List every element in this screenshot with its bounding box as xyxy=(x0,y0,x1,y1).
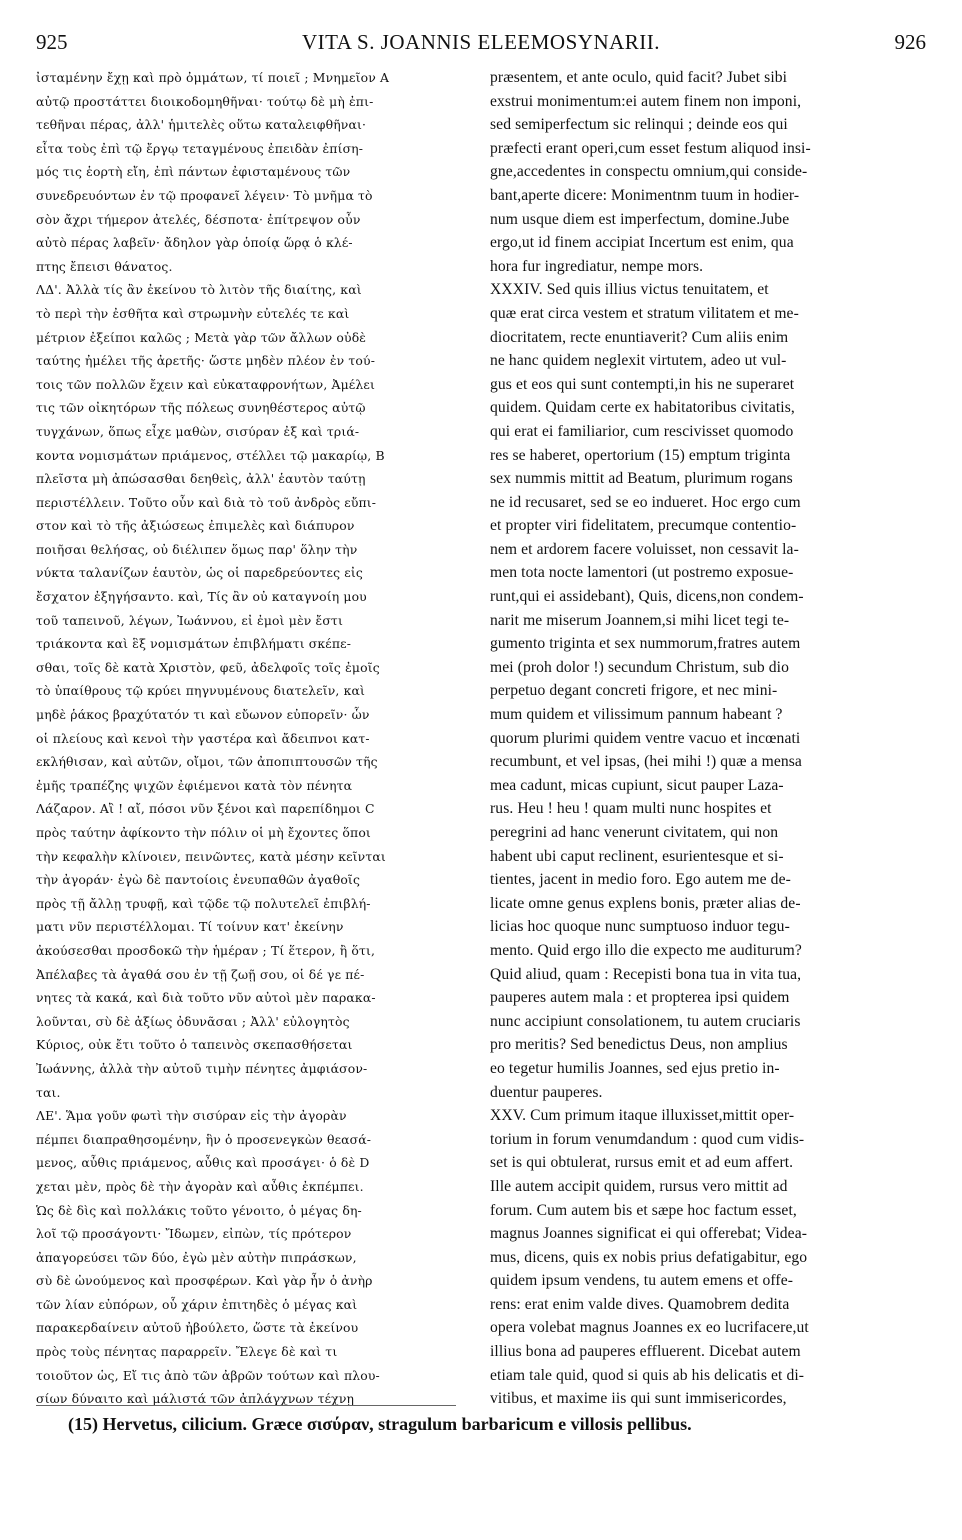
greek-text-line: εκλήθισαν, καὶ αὐτῶν, οἴμοι, τῶν ἀποπιπτουσῶν τῆς xyxy=(36,754,378,770)
latin-text-line: XXXIV. Sed quis illius victus tenuitatem, et xyxy=(490,281,769,299)
latin-text-line: quæ erat circa vestem et stratum vilitatem et me- xyxy=(490,304,799,322)
greek-text-line: συνεδρευόντων ἐν τῷ προφανεῖ λέγειν· Τὸ μνῆμα τὸ xyxy=(36,187,373,203)
greek-text-line: λοῖ τῷ προσάγοντι· Ἴδωμεν, εἰπὼν, τίς πρότερον xyxy=(36,1226,352,1242)
latin-text-line: Quid aliud, quam : Recepisti bona tua in vita tua, xyxy=(490,965,802,983)
latin-text-line: mento. Quid ergo illo die expecto me auditurum? xyxy=(490,941,802,959)
greek-text-line: πέμπει διαπραθησομένην, ἣν ὁ προσενεγκὼν θεασά- xyxy=(36,1131,372,1147)
greek-text-line: μέτριον ἐξείποι καλῶς ; Μετὰ γὰρ τῶν ἄλλων οὐδὲ xyxy=(36,329,367,345)
latin-text-line: peregrini ad hanc venerunt civitatem, qui non xyxy=(490,824,779,841)
latin-text-line: num usque diem est imperfectum, domine.Jube xyxy=(490,210,790,228)
greek-text-line: νύκτα ταλανίζων ἑαυτὸν, ὡς οἱ παρεδρεύοντες εἰς xyxy=(36,565,363,581)
latin-text-line: mei (proh dolor !) secundum Christum, sub dio xyxy=(490,658,790,676)
latin-text-line: quorum plurimi quidem ventre vacuo et incœnati xyxy=(490,729,801,747)
greek-text-line: παρακερδαίνειν αὐτοῦ ἠβούλετο, ὥστε τὰ ἐκείνου xyxy=(36,1320,359,1336)
greek-text-line: ποιῆσαι θελήσας, οὐ διέλιπεν ὅμως παρ' ὅλην τὴν xyxy=(36,541,358,557)
latin-text-line: præfecti erant operi,cum esset festum aliquod insi- xyxy=(490,139,811,157)
greek-text-line: τεθῆναι πέρας, ἀλλ' ἡμιτελὲς οὕτω καταλειφθῆναι· xyxy=(36,117,367,133)
greek-text-line: νητες τὰ κακά, καὶ διὰ τοῦτο νῦν αὐτοὶ μὲν παρακα- xyxy=(36,990,376,1006)
greek-text-line: τοις τῶν πολλῶν ἔχειν καὶ εὐκαταφρονήτων, Ἀμέλει xyxy=(36,376,375,392)
latin-text-line: torium in forum venumdandum : quod cum vidis- xyxy=(490,1130,805,1148)
greek-text-line: ΛΕ'. Ἅμα γοῦν φωτὶ τὴν σισύραν εἰς τὴν ἀγορὰν xyxy=(36,1108,347,1124)
greek-text-line: ματι νῦν περιστέλλομαι. Τί τοίνυν κατ' ἐκείνην xyxy=(36,919,344,935)
latin-text-line: et propter viri fidelitatem, precumque contentio- xyxy=(490,517,797,535)
latin-text-line: runt,qui ei assidebant), Quis, dicens,non condem- xyxy=(490,588,804,606)
latin-text-line: recumbunt, et vel ipsas, (hei mihi !) quæ a mensa xyxy=(490,753,802,771)
latin-text-line: res se haberet, opertorium (15) emptum triginta xyxy=(490,446,791,464)
greek-text-line: πρὸς ταύτην ἀφίκοντο τὴν πόλιν οἱ μὴ ἔχοντες ὅποι xyxy=(36,825,371,840)
latin-text-line: XXV. Cum primum itaque illuxisset,mittit oper- xyxy=(490,1107,795,1125)
latin-text-line: licate omne genus explens bonis, præter alias de- xyxy=(490,894,801,912)
latin-text-line: gumento triginta et sex nummorum,fratres autem xyxy=(490,635,801,653)
page-number-left: 925 xyxy=(36,30,68,54)
greek-text-line: τὴν ἀγοράν· ἐγὼ δὲ παντοίοις ἐνευπαθῶν ἀγαθοῖς xyxy=(36,872,361,888)
latin-text-line: ne id recusaret, sed se eo indueret. Hoc ergo cum xyxy=(490,493,801,511)
latin-text-line: mea cadunt, micas cupiunt, sicut pauper Laza- xyxy=(490,776,784,794)
greek-text-line: τῶν λίαν εὐπόρων, οὗ χάριν ἐπιτηδὲς ὁ μέγας καὶ xyxy=(36,1296,358,1312)
latin-text-line: gne,accedentes in conspectu omnium,qui conside- xyxy=(490,163,808,181)
latin-text-line: mus, dicens, quis ex nobis prius defatigabitur, ego xyxy=(490,1248,808,1266)
greek-text-line: ται. xyxy=(36,1084,61,1100)
greek-text-line: πτης ἔπεισι θάνατος. xyxy=(36,258,173,274)
greek-text-line: τὸ ὑπαίθρους τῷ κρύει πηγνυμένους διατελεῖν, καὶ xyxy=(36,683,366,699)
greek-text-line: ἐμῆς τραπέζης ψιχῶν ἐφιέμενοι κατὰ τὸν πένητα xyxy=(36,777,353,793)
latin-text-line: etiam tale quid, quod si quis ab his delicatis et di- xyxy=(490,1366,805,1384)
greek-text-line: ΛΔ'. Ἀλλὰ τίς ἂν ἐκείνου τὸ λιτὸν τῆς διαίτης, καὶ xyxy=(36,282,362,298)
greek-text-line: σθαι, τοῖς δὲ κατὰ Χριστὸν, φεῦ, ἀδελφοῖς τοῖς ἐμοῖς xyxy=(36,659,380,675)
latin-text-line: ne hanc quidem neglexit virtutem, adeo ut vul- xyxy=(490,352,787,370)
latin-text-line: nem et ardorem facere voluisset, non cessavit la- xyxy=(490,540,799,558)
greek-text-line: σὸν ἄχρι τήμερον ἀτελές, δέσποτα· ἐπίτρεψον οὖν xyxy=(36,211,361,227)
latin-text-line: bant,aperte dicere: Monimentnm tuum in hodier- xyxy=(490,186,800,204)
greek-text-line: πρὸς τῇ ἄλλῃ τρυφῇ, καὶ τῷδε τῷ πολυτελεῖ ἐπιβλή- xyxy=(36,895,371,911)
page-header xyxy=(36,30,926,60)
greek-text-line: μός τις ἑορτὴ εἴη, ἐπὶ πάντων ἐφισταμένους τῶν xyxy=(36,164,351,180)
greek-text-line: Ἰωάννης, ἀλλὰ τὴν αὐτοῦ τιμὴν πένητες ἀμφιάσον- xyxy=(36,1060,368,1076)
latin-text-line: set is qui obtulerat, rursus emit et ad eum affert. xyxy=(490,1154,794,1172)
page-number-right: 926 xyxy=(894,30,926,54)
greek-text-line: εἶτα τοὺς ἐπὶ τῷ ἔργῳ τεταγμένους ἐπειδὰν ἐπίση- xyxy=(36,140,364,156)
latin-text-line: ergo,ut id finem accipiat Incertum est enim, qua xyxy=(490,234,794,252)
footnote: (15) Hervetus, cilicium. Græce σισύραν, stragulum barbaricum e villosis pellibus. xyxy=(68,1414,692,1434)
greek-text-line: ἰσταμένην ἔχῃ καὶ πρὸ ὀμμάτων, τί ποιεῖ ; Μνημεῖον A xyxy=(36,70,390,85)
latin-text-line: sex nummis mittit ad Beatum, plurimum rogans xyxy=(490,470,793,488)
greek-text-line: τοιοῦτον ὡς, Εἴ τις ἀπὸ τῶν ἀβρῶν τούτων καὶ πλου- xyxy=(36,1367,380,1383)
footnote-rule xyxy=(36,1405,456,1406)
greek-text-line: οἱ πλείους καὶ κενοὶ τὴν γαστέρα καὶ ἄδειπνοι κατ- xyxy=(36,730,370,746)
greek-text-line: Κύριος, οὐκ ἔτι τοῦτο ὁ ταπεινὸς σκεπασθήσεται xyxy=(36,1037,353,1053)
greek-text-line: τριάκοντα καὶ ἓξ νομισμάτων ἐπιβλήματι σκέπε- xyxy=(36,636,352,652)
latin-text-line: habent ubi caput reclinent, esurientesque et si- xyxy=(490,847,784,865)
greek-text-line: Ὡς δὲ δὶς καὶ πολλάκις τοῦτο γένοιτο, ὁ μέγας δη- xyxy=(36,1202,362,1218)
latin-text-line: quidem ipsum vendens, tu autem emens et offe- xyxy=(490,1272,794,1290)
latin-text-line: vitibus, et maxime iis qui sunt immisericordes, xyxy=(490,1390,787,1408)
greek-text-line: μηδὲ ῥάκος βραχύτατόν τι καὶ εὔωνον εὐπορεῖν· ὧν xyxy=(36,707,370,723)
latin-text-line: rus. Heu ! heu ! quam multi nunc hospites et xyxy=(490,800,772,818)
greek-text-line: λοῦνται, σὺ δὲ ἀξίως ὀδυνᾶσαι ; Ἀλλ' εὐλογητὸς xyxy=(36,1013,350,1029)
greek-text-line: τις τῶν οἰκητόρων τῆς πόλεως συνηθέστερος αὐτῷ xyxy=(36,400,366,416)
latin-text-line: magnus Joannes significat ei qui offerebat; Videa- xyxy=(490,1225,808,1243)
greek-text-line: Ἀπέλαβες τὰ ἀγαθά σου ἐν τῇ ζωῇ σου, οἱ δέ γε πέ- xyxy=(36,966,365,982)
greek-text-line: στον καὶ τὸ τῆς ἀξιώσεως ἐπιμελὲς καὶ διάπυρον xyxy=(36,518,355,534)
latin-text-line: qui erat ei familiarior, cum rescivisset quomodo xyxy=(490,422,794,440)
greek-text-line: ἔσχατον ἐξηγήσαντο. καὶ, Τίς ἂν οὐ καταγνοίη μου xyxy=(36,589,367,605)
greek-text-line: κοντα νομισμάτων πριάμενος, στέλλει τῷ μακαρίῳ, B xyxy=(36,447,385,463)
greek-text-line: Λάζαρον. Αἲ ! αἴ, πόσοι νῦν ξένοι καὶ παρεπίδημοι C xyxy=(36,801,375,817)
greek-text-line: τὸ περὶ τὴν ἐσθῆτα καὶ στρωμνὴν εὐτελές τε καὶ xyxy=(36,305,350,321)
latin-text-line: mum quidem et vilissimum pannum habeant ? xyxy=(490,706,783,724)
latin-text-line: duentur pauperes. xyxy=(490,1083,603,1101)
latin-text-line: diocritatem, recte enuntiaverit? Cum aliis enim xyxy=(490,328,789,346)
greek-column xyxy=(36,66,484,1411)
greek-text-line: μενος, αὖθις πριάμενος, αὖθις καὶ προσάγει· ὁ δὲ D xyxy=(36,1155,370,1171)
greek-text-line: χεται μὲν, πρὸς δὲ τὴν ἀγορὰν καὶ αὖθις ἐκπέμπει. xyxy=(36,1178,364,1194)
greek-text-line: ταύτης ἠμέλει τῆς ἀρετῆς· ὥστε μηδὲν πλέον ἐν τού- xyxy=(36,353,376,369)
greek-text-line: σὺ δὲ ὠνούμενος καὶ προσφέρων. Καὶ γὰρ ἦν ὁ ἀνὴρ xyxy=(36,1273,373,1289)
greek-text-line: πλεῖστα μὴ ἀπώσασθαι δεηθεὶς, ἀλλ' ἑαυτὸν ταύτῃ xyxy=(36,471,366,487)
latin-text-line: hora fur ingrediatur, nempe mors. xyxy=(490,257,704,275)
latin-text-line: pauperes autem mala : et propterea ipsi quidem xyxy=(490,989,790,1007)
latin-text-line: sed semiperfectum sic relinqui ; deinde eos qui xyxy=(490,116,788,134)
latin-text-line: perpetuo degant concreti frigore, et nec mini- xyxy=(490,682,778,700)
latin-text-line: præsentem, et ante oculo, quid facit? Jubet sibi xyxy=(490,69,788,86)
latin-text-line: gus et eos qui sunt contempti,in his ne superaret xyxy=(490,375,795,393)
greek-text-line: τὴν κεφαλὴν κλίνοιεν, πεινῶντες, κατὰ μέσην κεῖνται xyxy=(36,848,386,864)
latin-text-line: Ille autem accipit quidem, rursus vero mittit ad xyxy=(490,1177,788,1195)
latin-text-line: licias hoc quoque nunc sumptuoso induor tegu- xyxy=(490,918,790,936)
latin-text-line: tientes, jacent in medio foro. Ego autem me de- xyxy=(490,871,791,889)
latin-column xyxy=(490,66,930,1411)
latin-text-line: rens: erat enim valde dives. Quamobrem dedita xyxy=(490,1295,790,1313)
greek-text-line: ἀπαγορεύσει τῶν δύο, ἐγὼ μὲν αὐτὴν πιπράσκων, xyxy=(36,1249,357,1265)
latin-text-line: eo tegetur humilis Joannes, sed ejus pretio in- xyxy=(490,1059,780,1077)
greek-text-line: τυγχάνων, ὅπως εἶχε μαθὼν, σισύραν ἐξ καὶ τριά- xyxy=(36,423,360,439)
greek-text-line: τοῦ ταπεινοῦ, λέγων, Ἰωάννου, εἰ ἐμοὶ μὲν ἔστι xyxy=(36,612,343,628)
latin-text-line: quidem. Quidam certe ex habitatoribus civitatis, xyxy=(490,399,795,417)
greek-text-line: πρὸς τοὺς πένητας παραρρεῖν. Ἔλεγε δὲ καὶ τι xyxy=(36,1344,338,1360)
latin-text-line: men tota nocte lamentori (ut postremo exposue- xyxy=(490,564,794,582)
latin-text-line: nunc accipiunt consolationem, tu autem cruciaris xyxy=(490,1012,801,1030)
greek-text-line: ἀκούσεσθαι προσδοκῶ τὴν ἡμέραν ; Τί ἕτερον, ἢ ὅτι, xyxy=(36,942,376,958)
greek-text-line: σίων δύναιτο καὶ μάλιστά τῶν ἀπλάγχνων τέχνῃ xyxy=(36,1391,355,1407)
latin-text-line: narit me miserum Joannem,si mihi licet tegi te- xyxy=(490,611,790,629)
latin-text-line: illius bona ad pauperes effluerent. Dicebat autem xyxy=(490,1343,801,1361)
latin-text-line: exstrui monimentum:ei autem finem non imponi, xyxy=(490,92,802,110)
greek-text-line: αὐτὸ πέρας λαβεῖν· ἄδηλον γὰρ ὁποίᾳ ὥρᾳ ὁ κλέ- xyxy=(36,235,353,251)
running-title: VITA S. JOANNIS ELEEMOSYNARII. xyxy=(301,30,661,54)
latin-text-line: pro meritis? Sed benedictus Deus, non amplius xyxy=(490,1036,788,1054)
latin-text-line: forum. Cum autem bis et sæpe hoc factum esset, xyxy=(490,1201,797,1219)
greek-text-line: περιστέλλειν. Τοῦτο οὖν καὶ διὰ τὸ τοῦ ἀνδρὸς εὔπι- xyxy=(36,494,377,510)
latin-text-line: opera volebat magnus Joannes ex eo lucrifacere,ut xyxy=(490,1319,809,1337)
greek-text-line: αὐτῷ προστάττει διοικοδομηθῆναι· τούτῳ δὲ μὴ ἐπι- xyxy=(36,93,374,109)
